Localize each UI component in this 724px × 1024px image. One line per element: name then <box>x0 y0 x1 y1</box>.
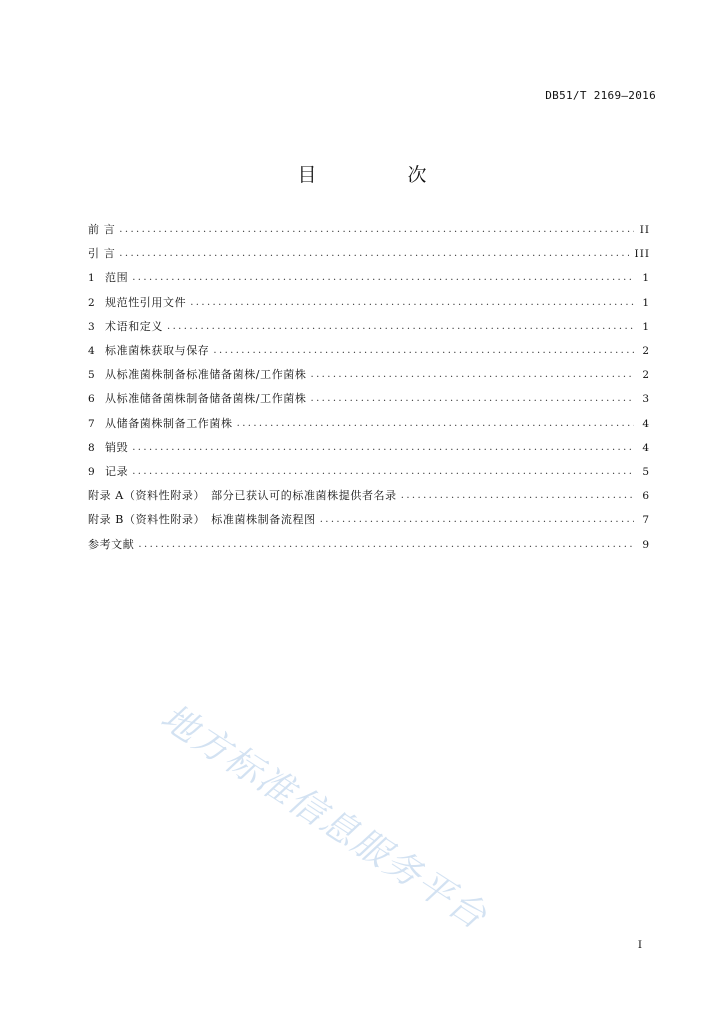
toc-entry-number: 6 <box>88 393 95 406</box>
toc-entry-records[interactable] <box>88 460 650 484</box>
toc-leader-dots <box>311 392 634 406</box>
toc-entry-appendix-a[interactable] <box>88 484 650 508</box>
toc-leader-dots <box>320 513 634 527</box>
toc-leader-dots <box>132 271 634 285</box>
toc-entry-number: 4 <box>88 345 95 358</box>
toc-entry-destruction[interactable] <box>88 436 650 460</box>
toc-entry-page: III <box>634 248 650 261</box>
toc-entry-label: 标准菌株获取与保存 <box>105 344 210 358</box>
toc-entry-strain-acquisition[interactable] <box>88 339 650 363</box>
toc-leader-dots <box>138 538 634 552</box>
toc-title: 目 次 <box>297 164 463 186</box>
toc-entry-page: 5 <box>642 465 650 478</box>
toc-entry-label: 术语和定义 <box>105 319 163 333</box>
toc-entry-number: 2 <box>88 296 95 309</box>
toc-entry-scope[interactable] <box>88 266 650 290</box>
toc-leader-dots <box>119 223 633 237</box>
standard-code-header: DB51/T 2169—2016 <box>545 89 656 102</box>
toc-entry-page: 9 <box>642 538 650 551</box>
toc-entry-number: 7 <box>88 417 95 430</box>
toc-entry-bibliography[interactable] <box>88 532 650 556</box>
toc-entry-page: 4 <box>642 417 650 430</box>
toc-entry-working-culture-preparation[interactable] <box>88 412 650 436</box>
toc-entry-label: 引 言 <box>88 247 116 261</box>
page-number: I <box>637 939 642 951</box>
toc-leader-dots <box>311 368 634 382</box>
table-of-contents <box>88 218 650 557</box>
toc-entry-page: 1 <box>642 272 650 285</box>
toc-entry-label: 附录 B（资料性附录） 标准菌株制备流程图 <box>88 513 316 527</box>
toc-entry-label: 附录 A（资料性附录） 部分已获认可的标准菌株提供者名录 <box>88 489 397 503</box>
toc-entry-page: 3 <box>642 393 650 406</box>
toc-entry-introduction[interactable] <box>88 242 650 266</box>
toc-entry-reference-stock-preparation[interactable] <box>88 363 650 387</box>
toc-entry-label: 前 言 <box>88 223 116 237</box>
toc-entry-label: 从标准储备菌株制备储备菌株/工作菌株 <box>105 392 307 406</box>
toc-entry-appendix-b[interactable] <box>88 508 650 532</box>
toc-entry-page: II <box>639 224 650 237</box>
toc-entry-normative-references[interactable] <box>88 291 650 315</box>
toc-entry-label: 销毁 <box>105 440 129 454</box>
toc-entry-number: 8 <box>88 441 95 454</box>
toc-entry-label: 从储备菌株制备工作菌株 <box>105 416 233 430</box>
toc-entry-label: 从标准菌株制备标准储备菌株/工作菌株 <box>105 368 307 382</box>
toc-entry-label: 范围 <box>105 271 129 285</box>
toc-leader-dots <box>167 320 634 334</box>
toc-entry-stock-preparation[interactable] <box>88 387 650 411</box>
toc-entry-page: 1 <box>642 320 650 333</box>
toc-entry-label: 参考文献 <box>88 537 135 551</box>
toc-entry-page: 2 <box>642 345 650 358</box>
toc-leader-dots <box>190 296 634 310</box>
toc-entry-page: 6 <box>642 490 650 503</box>
toc-leader-dots <box>132 441 634 455</box>
watermark: 地方标准信息服务平台 <box>153 696 495 939</box>
toc-entry-page: 1 <box>642 296 650 309</box>
toc-entry-label: 规范性引用文件 <box>105 295 187 309</box>
toc-leader-dots <box>401 489 634 503</box>
toc-entry-page: 4 <box>642 441 650 454</box>
toc-entry-foreword[interactable] <box>88 218 650 242</box>
toc-entry-label: 记录 <box>105 464 129 478</box>
toc-entry-number: 3 <box>88 320 95 333</box>
toc-entry-number: 1 <box>88 272 95 285</box>
toc-leader-dots <box>132 465 634 479</box>
toc-entry-page: 2 <box>642 369 650 382</box>
toc-leader-dots <box>119 247 628 261</box>
toc-entry-number: 9 <box>88 465 95 478</box>
toc-leader-dots <box>237 417 634 431</box>
toc-entry-page: 7 <box>642 514 650 527</box>
toc-entry-number: 5 <box>88 369 95 382</box>
toc-leader-dots <box>213 344 634 358</box>
toc-entry-terms-definitions[interactable] <box>88 315 650 339</box>
